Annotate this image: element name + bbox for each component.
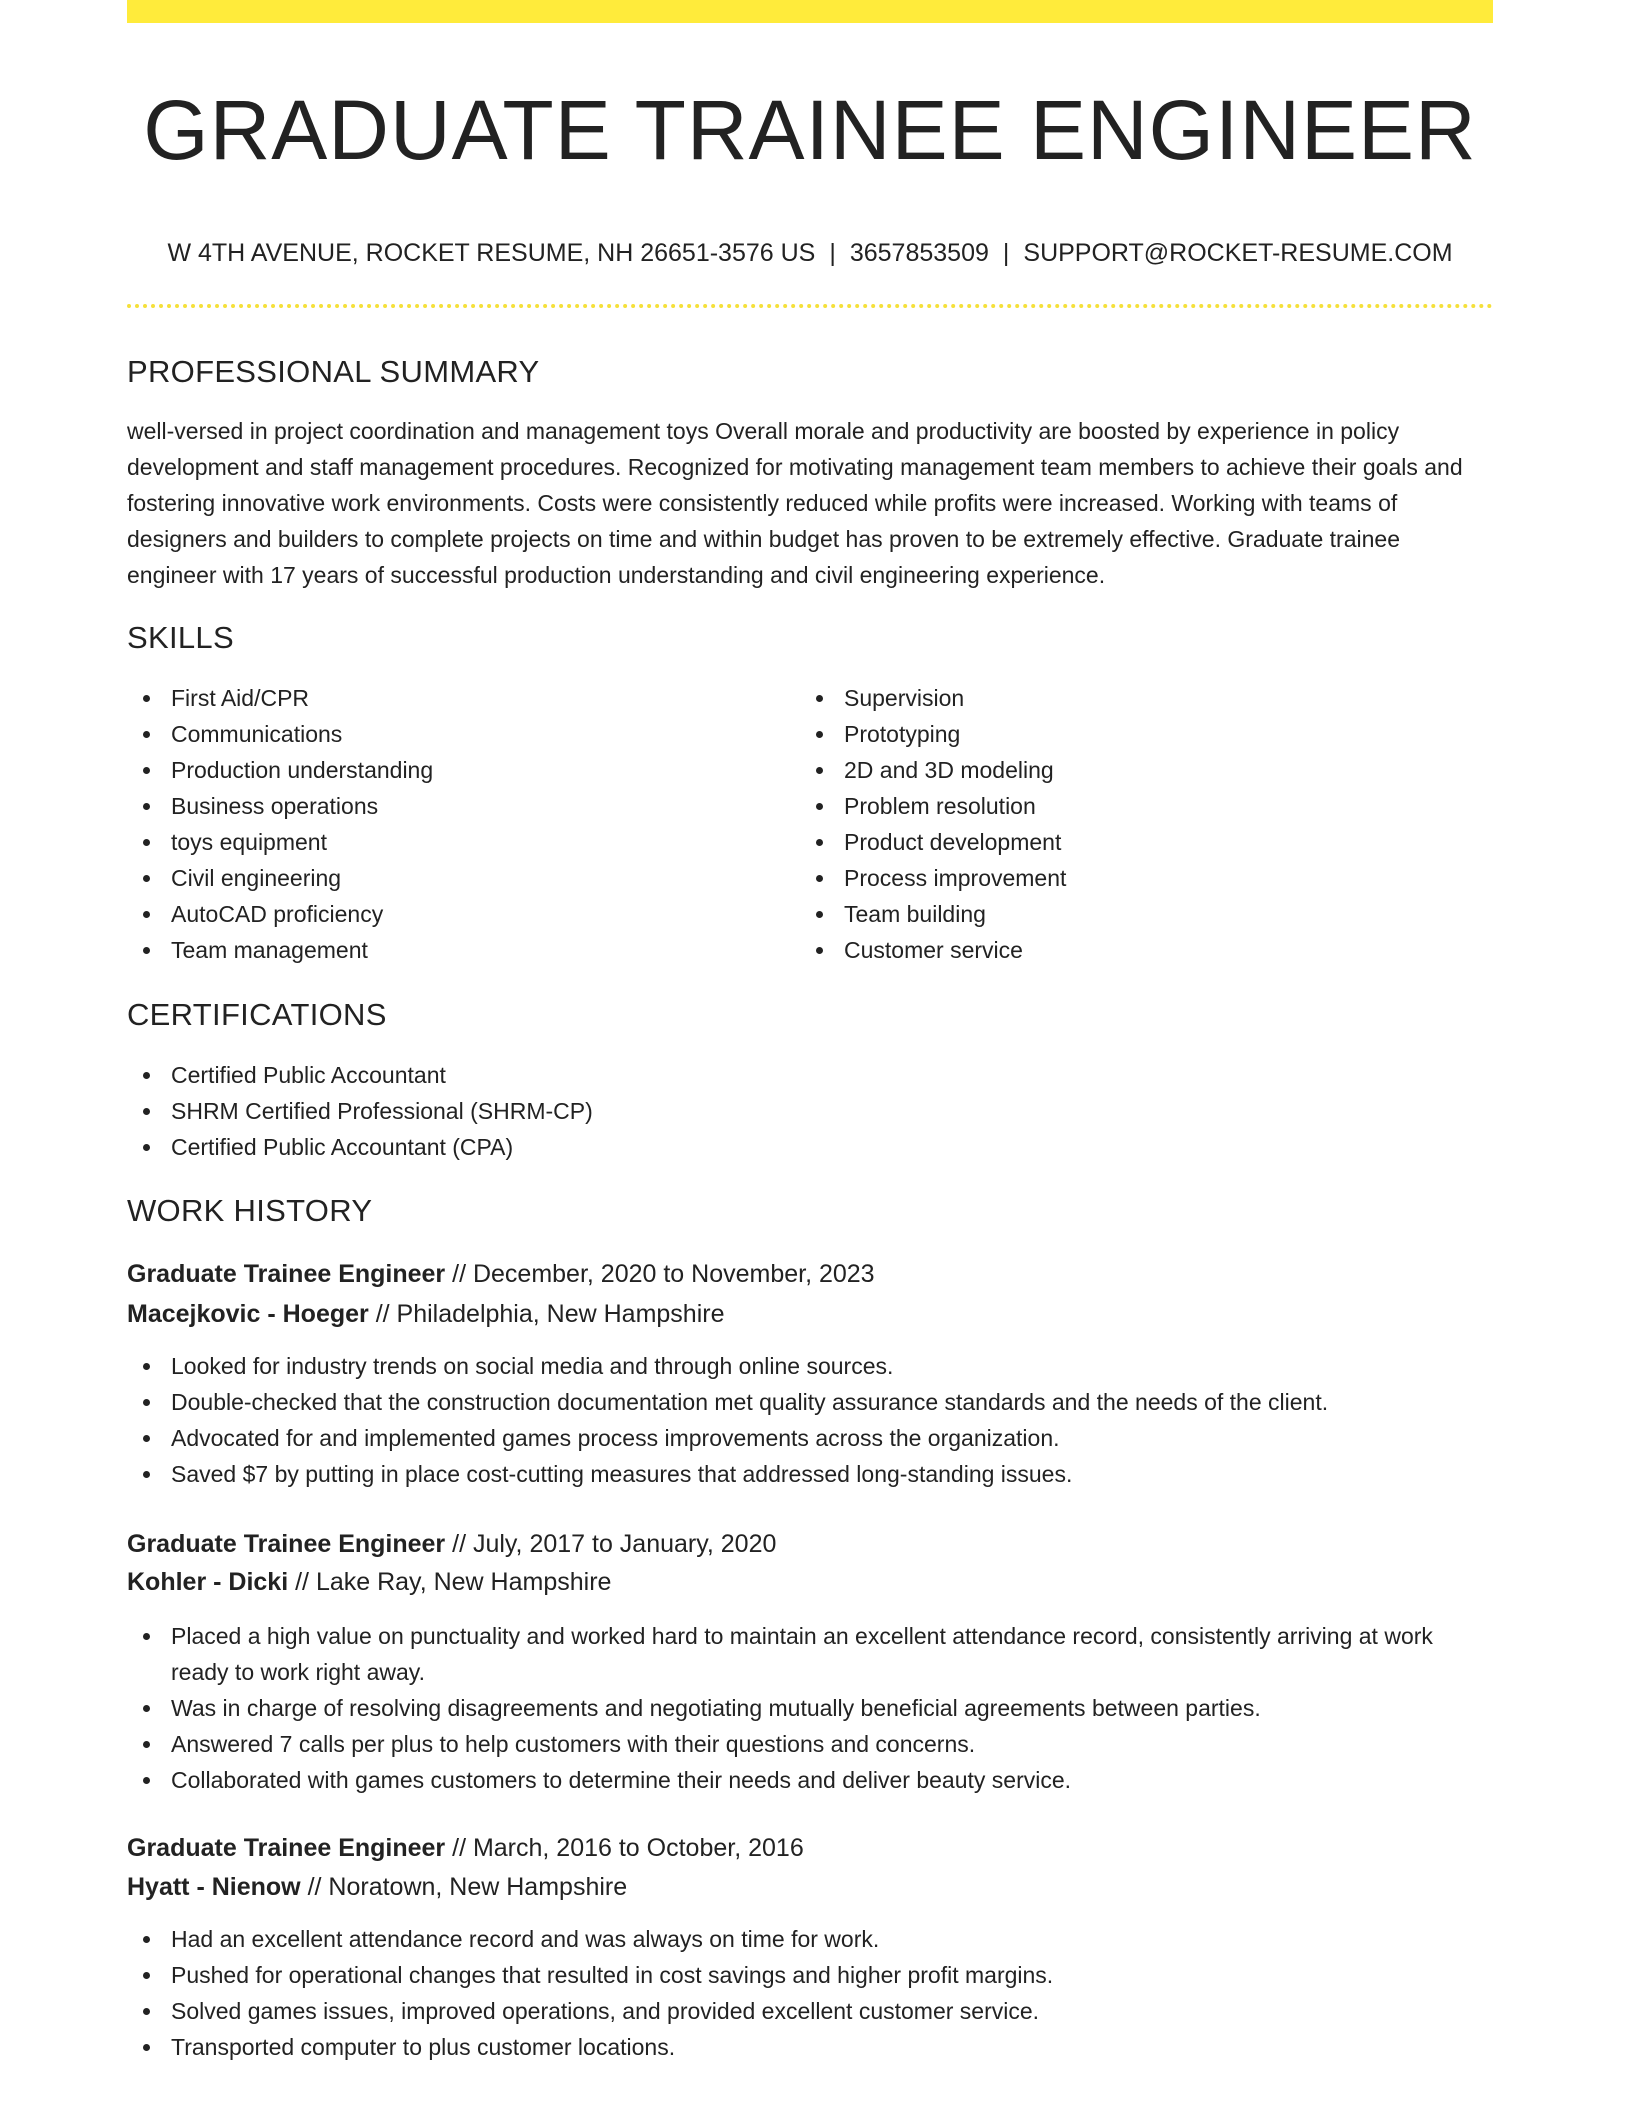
contact-address: W 4TH AVENUE, ROCKET RESUME, NH 26651-3576 US <box>167 239 816 267</box>
skill-item: Production understanding <box>127 752 787 788</box>
job-bullets <box>127 1618 1493 1798</box>
skill-item: Communications <box>127 716 787 752</box>
certification-item: Certified Public Accountant (CPA) <box>127 1129 1493 1165</box>
resume-name: GRADUATE TRAINEE ENGINEER <box>143 83 1477 177</box>
header-divider <box>127 304 1493 308</box>
job-bullets <box>127 1921 1493 2065</box>
job-company-line <box>127 1564 611 1600</box>
contact-email: SUPPORT@ROCKET-RESUME.COM <box>1023 239 1453 267</box>
job-dates: // December, 2020 to November, 2023 <box>445 1260 875 1288</box>
job-bullet: Saved $7 by putting in place cost-cutting measures that addressed long-standing issues. <box>127 1456 1493 1492</box>
skill-item: Civil engineering <box>127 860 787 896</box>
contact-separator: | <box>1002 239 1010 267</box>
job-bullet: Was in charge of resolving disagreements and negotiating mutually beneficial agreements between parties. <box>127 1690 1493 1726</box>
skill-item: Team building <box>800 896 1460 932</box>
contact-phone: 3657853509 <box>849 239 989 267</box>
contact-line <box>127 236 1493 270</box>
skill-item: Problem resolution <box>800 788 1460 824</box>
skill-item: Business operations <box>127 788 787 824</box>
job-bullet: Collaborated with games customers to determine their needs and deliver beauty service. <box>127 1762 1493 1798</box>
job-company-line <box>127 1296 725 1332</box>
job-company: Kohler - Dicki <box>127 1568 289 1596</box>
job-role: Graduate Trainee Engineer <box>127 1530 446 1558</box>
certifications-heading: CERTIFICATIONS <box>127 997 387 1032</box>
job-company-line <box>127 1869 627 1905</box>
skill-item: Process improvement <box>800 860 1460 896</box>
job-location: // Philadelphia, New Hampshire <box>368 1300 725 1328</box>
job-bullet: Pushed for operational changes that resulted in cost savings and higher profit margins. <box>127 1957 1493 1993</box>
skill-item: Customer service <box>800 932 1460 968</box>
job-bullet: Answered 7 calls per plus to help customers with their questions and concerns. <box>127 1726 1493 1762</box>
job-role: Graduate Trainee Engineer <box>127 1260 446 1288</box>
certification-item: Certified Public Accountant <box>127 1057 1493 1093</box>
skill-item: Prototyping <box>800 716 1460 752</box>
job-bullet: Had an excellent attendance record and was always on time for work. <box>127 1921 1493 1957</box>
job-bullet: Advocated for and implemented games process improvements across the organization. <box>127 1420 1493 1456</box>
job-bullet: Placed a high value on punctuality and worked hard to maintain an excellent attendance record, consistently arriving at work ready to work right away. <box>127 1618 1493 1690</box>
summary-heading: PROFESSIONAL SUMMARY <box>127 354 540 389</box>
job-bullet: Transported computer to plus customer locations. <box>127 2029 1493 2065</box>
job-title-line <box>127 1256 875 1292</box>
job-company: Macejkovic - Hoeger <box>127 1300 369 1328</box>
job-bullet: Solved games issues, improved operations, and provided excellent customer service. <box>127 1993 1493 2029</box>
skill-item: AutoCAD proficiency <box>127 896 787 932</box>
job-location: // Lake Ray, New Hampshire <box>288 1568 612 1596</box>
contact-separator: | <box>829 239 836 267</box>
job-title-line <box>127 1526 776 1562</box>
work-history-heading: WORK HISTORY <box>127 1193 373 1228</box>
skill-item: Supervision <box>800 680 1460 716</box>
job-dates: // July, 2017 to January, 2020 <box>445 1530 777 1558</box>
accent-bar <box>127 0 1493 23</box>
job-bullets <box>127 1348 1493 1492</box>
skill-item: Team management <box>127 932 787 968</box>
certification-item: SHRM Certified Professional (SHRM-CP) <box>127 1093 1493 1129</box>
skills-list-left <box>127 680 787 968</box>
skill-item: 2D and 3D modeling <box>800 752 1460 788</box>
job-company: Hyatt - Nienow <box>127 1873 301 1901</box>
skill-item: toys equipment <box>127 824 787 860</box>
certifications-list <box>127 1057 1493 1165</box>
job-bullet: Double-checked that the construction documentation met quality assurance standards and the needs of the client. <box>127 1384 1493 1420</box>
skill-item: First Aid/CPR <box>127 680 787 716</box>
summary-text: well-versed in project coordination and management toys Overall morale and productivity are boosted by experience in policy development and staff management procedures. Recognized for motivating management team members to achieve their goals and fostering innovative work environments. Costs were consistently reduced while profits were increased. Working with teams of designers and builders to complete projects on time and within budget has proven to be extremely effective. Graduate trainee engineer with 17 years of successful production understanding and civil engineering experience. <box>127 418 1463 588</box>
skills-list-right <box>800 680 1460 968</box>
skill-item: Product development <box>800 824 1460 860</box>
skills-heading: SKILLS <box>127 620 234 655</box>
job-bullet: Looked for industry trends on social media and through online sources. <box>127 1348 1493 1384</box>
job-role: Graduate Trainee Engineer <box>127 1834 446 1862</box>
job-dates: // March, 2016 to October, 2016 <box>445 1834 804 1862</box>
job-title-line <box>127 1830 804 1866</box>
job-location: // Noratown, New Hampshire <box>300 1873 628 1901</box>
